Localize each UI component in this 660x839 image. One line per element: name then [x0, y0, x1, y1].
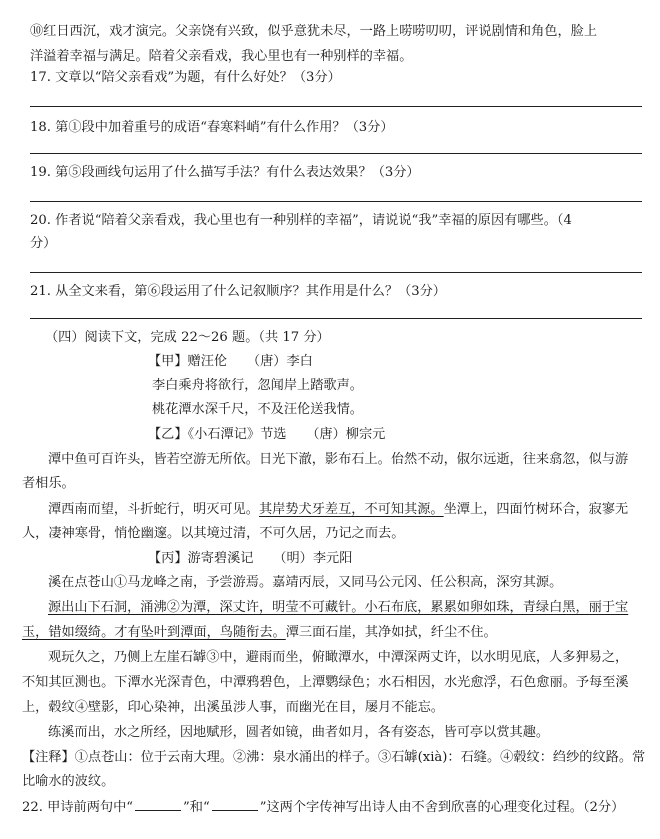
answer-line-19 [30, 201, 642, 202]
bing-title: 【丙】游寄碧溪记 （明）李元阳 [148, 551, 353, 566]
question-18: 18. 第①段中加着重号的成语“春寒料峭”有什么作用？（3分） [30, 120, 394, 135]
q22-text-b: ”和“ [183, 800, 210, 815]
yi-p2-text-b: 坐潭上，四面竹树环合，寂寥无 [443, 502, 629, 517]
bing-paragraph-3-line-2: 不知其叵测也。下潭水光深青色，中潭鸦碧色，上潭鹦绿色；水石相因，水光愈浮，石色愈丽。予每至溪 [22, 675, 629, 690]
question-21: 21. 从全文来看，第⑥段运用了什么记叙顺序？其作用是什么？（3分） [30, 284, 446, 299]
q22-blank-1 [135, 798, 181, 811]
notes-line-1: 【注释】①点苍山：位于云南大理。②沸：泉水涌出的样子。③石罅(xià)：石缝。④毂纹：绉纱的纹路。常 [22, 750, 646, 765]
q22-text-a: 22. 甲诗前两句中“ [22, 800, 134, 815]
yi-paragraph-2-line-1 [48, 500, 628, 520]
bing-paragraph-2-line-1 [48, 598, 628, 618]
q22-text-c: ”这两个字传神写出诗人由不舍到欣喜的心理变化过程。（2分） [259, 800, 625, 815]
bing-paragraph-3-line-1: 观玩久之，乃侧上左崖石罅③中，避雨而坐，俯瞰潭水，中潭深两丈许，以水明见底，人多狎易之， [48, 650, 629, 665]
answer-line-18 [30, 153, 642, 154]
bing-paragraph-3-line-3: 上，毂纹④壁影，印心染神，出溪虽涉人事，而幽光在目，屡月不能忘。 [22, 700, 444, 715]
yi-p2-underlined: 其岸势犬牙差互，不可知其源。 [259, 502, 444, 517]
question-22 [22, 798, 624, 818]
bing-p2-text: 潭三面石崖，其净如拭，纤尘不住。 [285, 625, 497, 640]
bing-paragraph-1: 溪在点苍山①马龙峰之南，予尝游焉。嘉靖丙辰，又同马公元冈、任公积高，深穷其源。 [48, 575, 563, 590]
answer-line-20 [30, 272, 642, 273]
yi-paragraph-2-line-2: 人，凄神寒骨，悄怆幽邃。以其境过清，不可久居，乃记之而去。 [22, 526, 405, 541]
q22-blank-2 [212, 798, 258, 811]
answer-line-17 [30, 106, 642, 107]
bing-paragraph-4: 练溪而出，水之所经，因地赋形，圆者如镜，曲者如月，各有姿态，皆可亭以赏其趣。 [48, 725, 550, 740]
question-19: 19. 第⑤段画线句运用了什么描写手法？有什么表达效果？（3分） [30, 165, 420, 180]
yi-paragraph-1-line-2: 者相乐。 [22, 476, 75, 491]
yi-p2-text-a: 潭西南而望，斗折蛇行，明灭可见。 [48, 502, 259, 517]
section-4-heading: （四）阅读下文，完成 22～26 题。（共 17 分） [45, 330, 330, 345]
yi-title: 【乙】《小石潭记》节选 （唐）柳宗元 [148, 427, 386, 442]
intro-line-1: ⑩红日西沉，戏才演完。父亲饶有兴致，似乎意犹未尽，一路上唠唠叨叨，评说剧情和角色，脸上 [30, 24, 598, 39]
jia-poem-line-1: 李白乘舟将欲行，忽闻岸上踏歌声。 [152, 378, 363, 393]
bing-p2-underlined-1: 源出山下石洞，涌沸②为潭，深丈许，明莹不可藏针。小石布底，累累如卵如珠，青绿白黑，丽于宝 [48, 600, 629, 615]
question-20-line-2: 分） [30, 236, 57, 251]
jia-poem-line-2: 桃花潭水深千尺，不及汪伦送我情。 [152, 402, 363, 417]
jia-title: 【甲】赠汪伦 （唐）李白 [148, 354, 313, 369]
bing-paragraph-2-line-2 [22, 623, 497, 643]
answer-line-21 [30, 318, 642, 319]
bing-p2-underlined-2: 玉，错如缀绮。才有坠叶到潭面，鸟随衔去。 [22, 625, 286, 640]
intro-line-2: 洋溢着幸福与满足。陪着父亲看戏，我心里也有一种别样的幸福。 [30, 49, 413, 64]
question-20-line-1: 20. 作者说“陪着父亲看戏，我心里也有一种别样的幸福”，请说说“我”幸福的原因有哪些。（4 [30, 213, 572, 228]
question-17: 17. 文章以“陪父亲看戏”为题，有什么好处？（3分） [30, 70, 341, 85]
notes-line-2: 比喻水的波纹。 [22, 774, 115, 789]
yi-paragraph-1-line-1: 潭中鱼可百许头，皆若空游无所依。日光下澈，影布石上。佁然不动，俶尔远逝，往来翕忽，似与游 [48, 452, 629, 467]
